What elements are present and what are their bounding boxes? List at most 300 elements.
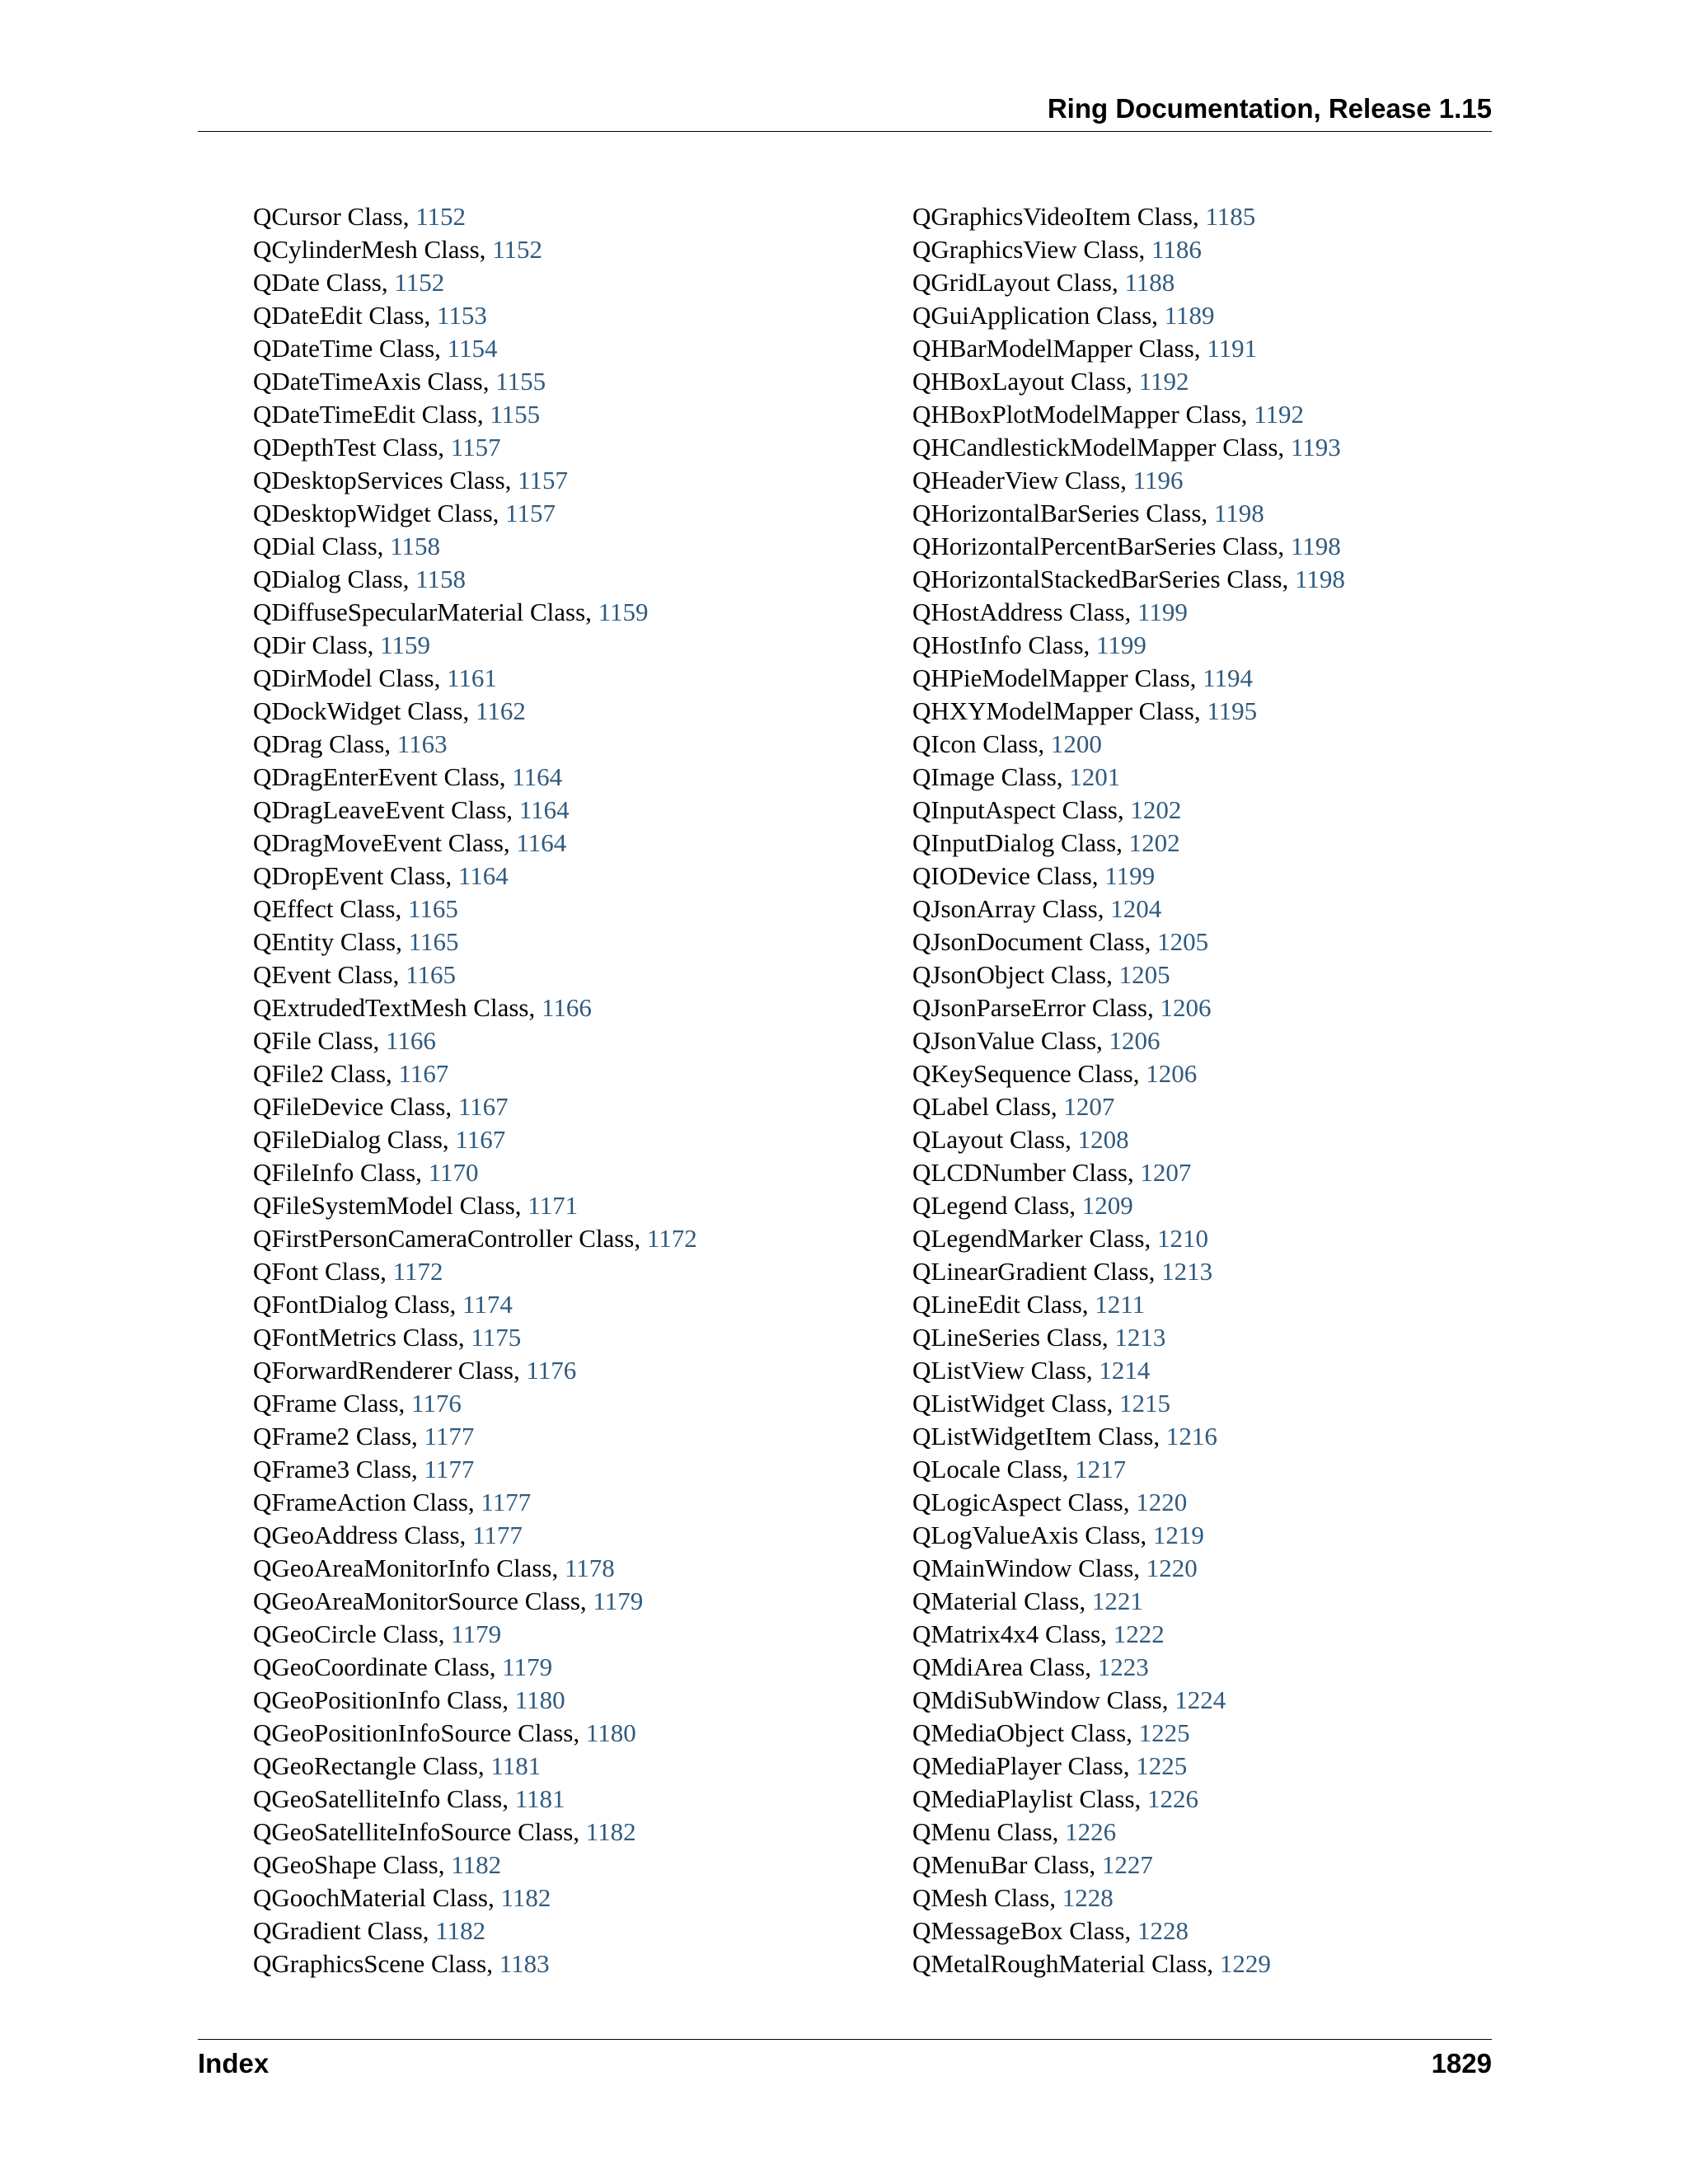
index-term: QFile2 Class,: [253, 1059, 399, 1088]
index-entry: [253, 1255, 697, 1288]
page-link[interactable]: 1161: [447, 663, 497, 692]
page-link[interactable]: 1170: [428, 1158, 479, 1187]
index-term: QFrame Class,: [253, 1389, 412, 1418]
page-link[interactable]: 1209: [1081, 1191, 1133, 1220]
index-entry: [912, 1090, 1345, 1123]
index-term: QJsonDocument Class,: [912, 927, 1158, 956]
page-link[interactable]: 1189: [1164, 301, 1215, 330]
index-entry: [253, 497, 697, 530]
index-entry: [912, 629, 1345, 662]
page-link[interactable]: 1158: [390, 532, 441, 560]
index-entry: [912, 1915, 1345, 1947]
index-entry: [912, 827, 1345, 860]
index-term: QGeoAddress Class,: [253, 1521, 473, 1549]
index-term: QGoochMaterial Class,: [253, 1883, 501, 1912]
index-entry: [253, 1882, 697, 1915]
page-link[interactable]: 1213: [1114, 1323, 1166, 1352]
index-term: QMatrix4x4 Class,: [912, 1619, 1114, 1648]
index-entry: [253, 991, 697, 1024]
index-entry: [912, 1156, 1345, 1189]
index-entry: [253, 761, 697, 794]
page-link[interactable]: 1211: [1095, 1290, 1146, 1319]
index-entry: [253, 1618, 697, 1651]
index-entry: [253, 1189, 697, 1222]
index-term: QKeySequence Class,: [912, 1059, 1146, 1088]
page-link[interactable]: 1157: [518, 466, 569, 494]
index-entry: [912, 1288, 1345, 1321]
index-entry: [253, 1486, 697, 1519]
index-term: QJsonObject Class,: [912, 960, 1119, 989]
index-term: QDockWidget Class,: [253, 696, 476, 725]
page-link[interactable]: 1166: [386, 1026, 436, 1055]
index-term: QExtrudedTextMesh Class,: [253, 993, 542, 1022]
index-term: QGraphicsView Class,: [912, 235, 1152, 264]
index-entry: [912, 1684, 1345, 1717]
index-entry: [912, 200, 1345, 233]
index-term: QFileDevice Class,: [253, 1092, 458, 1121]
page-link[interactable]: 1176: [526, 1356, 577, 1385]
page-link[interactable]: 1225: [1138, 1718, 1190, 1747]
page-link[interactable]: 1224: [1175, 1685, 1226, 1714]
footer-section-label: Index: [198, 2048, 270, 2079]
page-link[interactable]: 1201: [1069, 762, 1121, 791]
page-link[interactable]: 1225: [1136, 1751, 1188, 1780]
index-entry: [912, 431, 1345, 464]
index-term: QDialog Class,: [253, 565, 416, 593]
index-term: QHorizontalBarSeries Class,: [912, 499, 1214, 527]
index-term: QDateTime Class,: [253, 334, 448, 363]
index-term: QGeoAreaMonitorInfo Class,: [253, 1554, 565, 1582]
index-entry: [253, 431, 697, 464]
index-entry: [253, 1354, 697, 1387]
index-term: QMdiArea Class,: [912, 1652, 1098, 1681]
index-term: QMenu Class,: [912, 1817, 1066, 1846]
page-link[interactable]: 1179: [451, 1619, 502, 1648]
page-link[interactable]: 1159: [380, 630, 430, 659]
page-link[interactable]: 1226: [1147, 1784, 1199, 1813]
index-entry: [912, 958, 1345, 991]
page-link[interactable]: 1223: [1097, 1652, 1149, 1681]
page-link[interactable]: 1228: [1062, 1883, 1114, 1912]
index-entry: [912, 761, 1345, 794]
index-term: QLinearGradient Class,: [912, 1257, 1162, 1286]
page-link[interactable]: 1202: [1128, 828, 1180, 857]
index-entry: [912, 1816, 1345, 1849]
page-link[interactable]: 1162: [475, 696, 526, 725]
index-term: QHostInfo Class,: [912, 630, 1097, 659]
index-term: QFrameAction Class,: [253, 1488, 481, 1516]
page-link[interactable]: 1217: [1075, 1455, 1127, 1483]
page-link[interactable]: 1210: [1157, 1224, 1208, 1253]
index-entry: [253, 1387, 697, 1420]
index-term: QListWidget Class,: [912, 1389, 1120, 1418]
index-entry: [912, 1618, 1345, 1651]
index-entry: [912, 991, 1345, 1024]
index-entry: [912, 1947, 1345, 1980]
page-link[interactable]: 1206: [1160, 993, 1212, 1022]
index-entry: [253, 1651, 697, 1684]
index-entry: [253, 1816, 697, 1849]
page-link[interactable]: 1206: [1109, 1026, 1160, 1055]
page-link[interactable]: 1177: [472, 1521, 523, 1549]
index-entry: [912, 563, 1345, 596]
page-link[interactable]: 1220: [1136, 1488, 1188, 1516]
index-term: QMenuBar Class,: [912, 1850, 1102, 1879]
index-term: QDateEdit Class,: [253, 301, 437, 330]
page-link[interactable]: 1180: [585, 1718, 636, 1747]
index-entry: [912, 1222, 1345, 1255]
page-link[interactable]: 1171: [528, 1191, 579, 1220]
page-link[interactable]: 1222: [1113, 1619, 1165, 1648]
index-term: QFileInfo Class,: [253, 1158, 429, 1187]
index-term: QInputDialog Class,: [912, 828, 1129, 857]
index-entry: [253, 1915, 697, 1947]
page-link[interactable]: 1182: [435, 1916, 486, 1945]
page-link[interactable]: 1198: [1213, 499, 1264, 527]
index-term: QJsonParseError Class,: [912, 993, 1160, 1022]
header-divider: [198, 131, 1492, 132]
page-link[interactable]: 1202: [1130, 795, 1182, 824]
page-link[interactable]: 1221: [1091, 1586, 1143, 1615]
index-entry: [912, 1453, 1345, 1486]
index-term: QEvent Class,: [253, 960, 406, 989]
index-entry: [253, 1156, 697, 1189]
page-link[interactable]: 1166: [541, 993, 592, 1022]
index-entry: [912, 1189, 1345, 1222]
index-term: QHorizontalPercentBarSeries Class,: [912, 532, 1291, 560]
index-entry: [253, 860, 697, 893]
index-entry: [253, 299, 697, 332]
page-link[interactable]: 1152: [415, 202, 467, 231]
page-link[interactable]: 1178: [564, 1554, 615, 1582]
index-term: QFirstPersonCameraController Class,: [253, 1224, 647, 1253]
index-term: QHBoxPlotModelMapper Class,: [912, 400, 1254, 429]
page-link[interactable]: 1185: [1205, 202, 1256, 231]
index-entry: [912, 1255, 1345, 1288]
index-entry: [912, 1585, 1345, 1618]
page-link[interactable]: 1165: [408, 927, 459, 956]
index-entry: [253, 1123, 697, 1156]
page-link[interactable]: 1220: [1146, 1554, 1198, 1582]
page-link[interactable]: 1157: [505, 499, 556, 527]
page-link[interactable]: 1165: [407, 894, 458, 923]
index-entry: [253, 827, 697, 860]
page-link[interactable]: 1214: [1099, 1356, 1151, 1385]
page-link[interactable]: 1194: [1203, 663, 1254, 692]
page-link[interactable]: 1207: [1140, 1158, 1192, 1187]
index-term: QGridLayout Class,: [912, 268, 1125, 297]
index-entry: [912, 530, 1345, 563]
page-link[interactable]: 1216: [1165, 1422, 1217, 1451]
index-entry: [253, 200, 697, 233]
page-link[interactable]: 1164: [457, 861, 509, 890]
page-link[interactable]: 1219: [1152, 1521, 1204, 1549]
index-entry: [912, 266, 1345, 299]
index-term: QHostAddress Class,: [912, 598, 1137, 626]
index-term: QDial Class,: [253, 532, 391, 560]
index-term: QFrame2 Class,: [253, 1422, 424, 1451]
index-term: QHBarModelMapper Class,: [912, 334, 1207, 363]
index-entry: [912, 860, 1345, 893]
page-link[interactable]: 1177: [424, 1422, 475, 1451]
index-term: QDir Class,: [253, 630, 381, 659]
index-entry: [253, 926, 697, 958]
page-link[interactable]: 1191: [1207, 334, 1258, 363]
index-term: QDiffuseSpecularMaterial Class,: [253, 598, 598, 626]
index-entry: [253, 728, 697, 761]
index-term: QDateTimeEdit Class,: [253, 400, 490, 429]
page-link[interactable]: 1158: [415, 565, 467, 593]
page-link[interactable]: 1193: [1290, 433, 1341, 462]
page-link[interactable]: 1179: [502, 1652, 553, 1681]
index-term: QCylinderMesh Class,: [253, 235, 493, 264]
page-link[interactable]: 1182: [451, 1850, 502, 1879]
index-entry: [253, 1717, 697, 1750]
index-term: QEffect Class,: [253, 894, 408, 923]
page-link[interactable]: 1164: [518, 795, 570, 824]
page-link[interactable]: 1167: [455, 1125, 506, 1154]
page-link[interactable]: 1192: [1138, 367, 1189, 396]
index-term: QFont Class,: [253, 1257, 393, 1286]
page-link[interactable]: 1172: [392, 1257, 443, 1286]
index-term: QFileSystemModel Class,: [253, 1191, 528, 1220]
index-entry: [912, 332, 1345, 365]
page-link[interactable]: 1205: [1157, 927, 1209, 956]
page-link[interactable]: 1183: [499, 1949, 550, 1978]
page-link[interactable]: 1204: [1110, 894, 1162, 923]
index-term: QFileDialog Class,: [253, 1125, 456, 1154]
index-term: QCursor Class,: [253, 202, 416, 231]
page-link[interactable]: 1167: [398, 1059, 449, 1088]
index-term: QGeoRectangle Class,: [253, 1751, 491, 1780]
page-link[interactable]: 1207: [1063, 1092, 1115, 1121]
index-entry: [253, 1024, 697, 1057]
page-link[interactable]: 1181: [514, 1784, 565, 1813]
page-link[interactable]: 1176: [411, 1389, 462, 1418]
index-entry: [912, 1849, 1345, 1882]
index-term: QJsonArray Class,: [912, 894, 1111, 923]
index-term: QHPieModelMapper Class,: [912, 663, 1203, 692]
page-link[interactable]: 1155: [495, 367, 546, 396]
index-term: QFrame3 Class,: [253, 1455, 424, 1483]
index-term: QGradient Class,: [253, 1916, 436, 1945]
index-term: QDragMoveEvent Class,: [253, 828, 517, 857]
index-entry: [912, 1420, 1345, 1453]
index-term: QJsonValue Class,: [912, 1026, 1109, 1055]
index-entry: [253, 1057, 697, 1090]
page-link[interactable]: 1182: [585, 1817, 636, 1846]
index-term: QDirModel Class,: [253, 663, 448, 692]
page-link[interactable]: 1157: [450, 433, 501, 462]
index-term: QInputAspect Class,: [912, 795, 1131, 824]
index-term: QMetalRoughMaterial Class,: [912, 1949, 1220, 1978]
index-entry: [912, 695, 1345, 728]
page-link[interactable]: 1159: [598, 598, 649, 626]
footer-divider: [198, 2039, 1492, 2040]
index-entry: [912, 1387, 1345, 1420]
page-link[interactable]: 1229: [1219, 1949, 1271, 1978]
index-entry: [253, 1453, 697, 1486]
index-entry: [912, 926, 1345, 958]
index-term: QLegendMarker Class,: [912, 1224, 1157, 1253]
index-term: QGeoAreaMonitorSource Class,: [253, 1586, 593, 1615]
index-entry: [912, 728, 1345, 761]
index-entry: [253, 1947, 697, 1980]
index-term: QDesktopServices Class,: [253, 466, 518, 494]
page-link[interactable]: 1199: [1096, 630, 1146, 659]
index-entry: [253, 563, 697, 596]
index-entry: [253, 958, 697, 991]
index-term: QGeoPositionInfoSource Class,: [253, 1718, 586, 1747]
index-entry: [912, 1783, 1345, 1816]
page-link[interactable]: 1198: [1290, 532, 1341, 560]
index-entry: [253, 464, 697, 497]
index-entry: [912, 1024, 1345, 1057]
index-term: QMediaPlaylist Class,: [912, 1784, 1148, 1813]
page-link[interactable]: 1174: [462, 1290, 513, 1319]
index-term: QMediaObject Class,: [912, 1718, 1139, 1747]
index-term: QDepthTest Class,: [253, 433, 451, 462]
index-column-right: [912, 200, 1345, 1980]
page-link[interactable]: 1182: [500, 1883, 551, 1912]
index-term: QFontDialog Class,: [253, 1290, 463, 1319]
index-term: QGeoSatelliteInfo Class,: [253, 1784, 515, 1813]
page-link[interactable]: 1196: [1132, 466, 1184, 494]
index-entry: [912, 299, 1345, 332]
index-term: QGeoShape Class,: [253, 1850, 452, 1879]
page-link[interactable]: 1165: [406, 960, 456, 989]
page-link[interactable]: 1177: [481, 1488, 532, 1516]
index-entry: [253, 1519, 697, 1552]
page-link[interactable]: 1199: [1104, 861, 1156, 890]
page-link[interactable]: 1167: [457, 1092, 509, 1121]
page-link[interactable]: 1164: [512, 762, 563, 791]
index-entry: [253, 1783, 697, 1816]
index-term: QMessageBox Class,: [912, 1916, 1137, 1945]
page-link[interactable]: 1164: [516, 828, 567, 857]
index-entry: [912, 893, 1345, 926]
index-term: QDragLeaveEvent Class,: [253, 795, 519, 824]
index-entry: [912, 1123, 1345, 1156]
page-link[interactable]: 1200: [1050, 729, 1102, 758]
index-term: QEntity Class,: [253, 927, 409, 956]
page-link[interactable]: 1179: [593, 1586, 644, 1615]
page-link[interactable]: 1213: [1161, 1257, 1213, 1286]
index-term: QListView Class,: [912, 1356, 1100, 1385]
page-link[interactable]: 1163: [396, 729, 448, 758]
index-term: QLineEdit Class,: [912, 1290, 1095, 1319]
index-entry: [253, 1090, 697, 1123]
index-entry: [253, 365, 697, 398]
index-entry: [912, 1321, 1345, 1354]
index-term: QHXYModelMapper Class,: [912, 696, 1207, 725]
index-entry: [912, 1354, 1345, 1387]
index-entry: [253, 1750, 697, 1783]
index-entry: [912, 464, 1345, 497]
page-link[interactable]: 1152: [492, 235, 543, 264]
index-term: QHBoxLayout Class,: [912, 367, 1139, 396]
index-entry: [912, 365, 1345, 398]
page-link[interactable]: 1155: [490, 400, 541, 429]
page-link[interactable]: 1215: [1119, 1389, 1171, 1418]
index-entry: [253, 1552, 697, 1585]
index-term: QFile Class,: [253, 1026, 387, 1055]
page-link[interactable]: 1172: [646, 1224, 697, 1253]
page-link[interactable]: 1206: [1146, 1059, 1198, 1088]
index-term: QDrag Class,: [253, 729, 397, 758]
page-link[interactable]: 1208: [1077, 1125, 1129, 1154]
page-link[interactable]: 1228: [1137, 1916, 1189, 1945]
page-link[interactable]: 1198: [1295, 565, 1345, 593]
page-link[interactable]: 1175: [471, 1323, 522, 1352]
index-entry: [253, 596, 697, 629]
page-link[interactable]: 1227: [1101, 1850, 1153, 1879]
index-entry: [912, 1057, 1345, 1090]
page-link[interactable]: 1154: [447, 334, 498, 363]
index-term: QDesktopWidget Class,: [253, 499, 506, 527]
index-term: QHCandlestickModelMapper Class,: [912, 433, 1291, 462]
index-entry: [912, 794, 1345, 827]
page-link[interactable]: 1205: [1118, 960, 1170, 989]
index-entry: [253, 629, 697, 662]
index-entry: [912, 1882, 1345, 1915]
index-term: QGeoPositionInfo Class,: [253, 1685, 515, 1714]
index-entry: [912, 1552, 1345, 1585]
page-link[interactable]: 1177: [424, 1455, 475, 1483]
index-entry: [253, 1849, 697, 1882]
index-term: QGuiApplication Class,: [912, 301, 1165, 330]
index-term: QListWidgetItem Class,: [912, 1422, 1166, 1451]
index-term: QLocale Class,: [912, 1455, 1076, 1483]
document-title: Ring Documentation, Release 1.15: [1047, 93, 1492, 124]
index-term: QMdiSubWindow Class,: [912, 1685, 1175, 1714]
index-entry: [253, 695, 697, 728]
index-entry: [253, 662, 697, 695]
page-link[interactable]: 1153: [437, 301, 487, 330]
page-link[interactable]: 1186: [1151, 235, 1202, 264]
index-term: QIODevice Class,: [912, 861, 1105, 890]
page-header: [198, 89, 1492, 129]
page-link[interactable]: 1195: [1207, 696, 1258, 725]
page-link[interactable]: 1192: [1254, 400, 1305, 429]
index-column-left: [253, 200, 697, 1980]
index-term: QLogicAspect Class,: [912, 1488, 1137, 1516]
index-entry: [912, 596, 1345, 629]
index-entry: [912, 398, 1345, 431]
index-term: QLayout Class,: [912, 1125, 1078, 1154]
page-link[interactable]: 1181: [490, 1751, 542, 1780]
page-link[interactable]: 1199: [1137, 598, 1188, 626]
index-term: QHorizontalStackedBarSeries Class,: [912, 565, 1296, 593]
index-term: QForwardRenderer Class,: [253, 1356, 527, 1385]
index-entry: [912, 1486, 1345, 1519]
index-term: QLegend Class,: [912, 1191, 1082, 1220]
page-link[interactable]: 1180: [514, 1685, 565, 1714]
page-link[interactable]: 1226: [1065, 1817, 1117, 1846]
index-entry: [253, 794, 697, 827]
index-term: QDragEnterEvent Class,: [253, 762, 513, 791]
index-entry: [912, 1519, 1345, 1552]
index-entry: [253, 398, 697, 431]
index-entry: [253, 1288, 697, 1321]
index-term: QMainWindow Class,: [912, 1554, 1146, 1582]
index-entry: [912, 233, 1345, 266]
page-link[interactable]: 1152: [394, 268, 445, 297]
footer-page-number: 1829: [1431, 2048, 1492, 2079]
index-term: QMesh Class,: [912, 1883, 1062, 1912]
index-entry: [253, 530, 697, 563]
page-link[interactable]: 1188: [1124, 268, 1175, 297]
